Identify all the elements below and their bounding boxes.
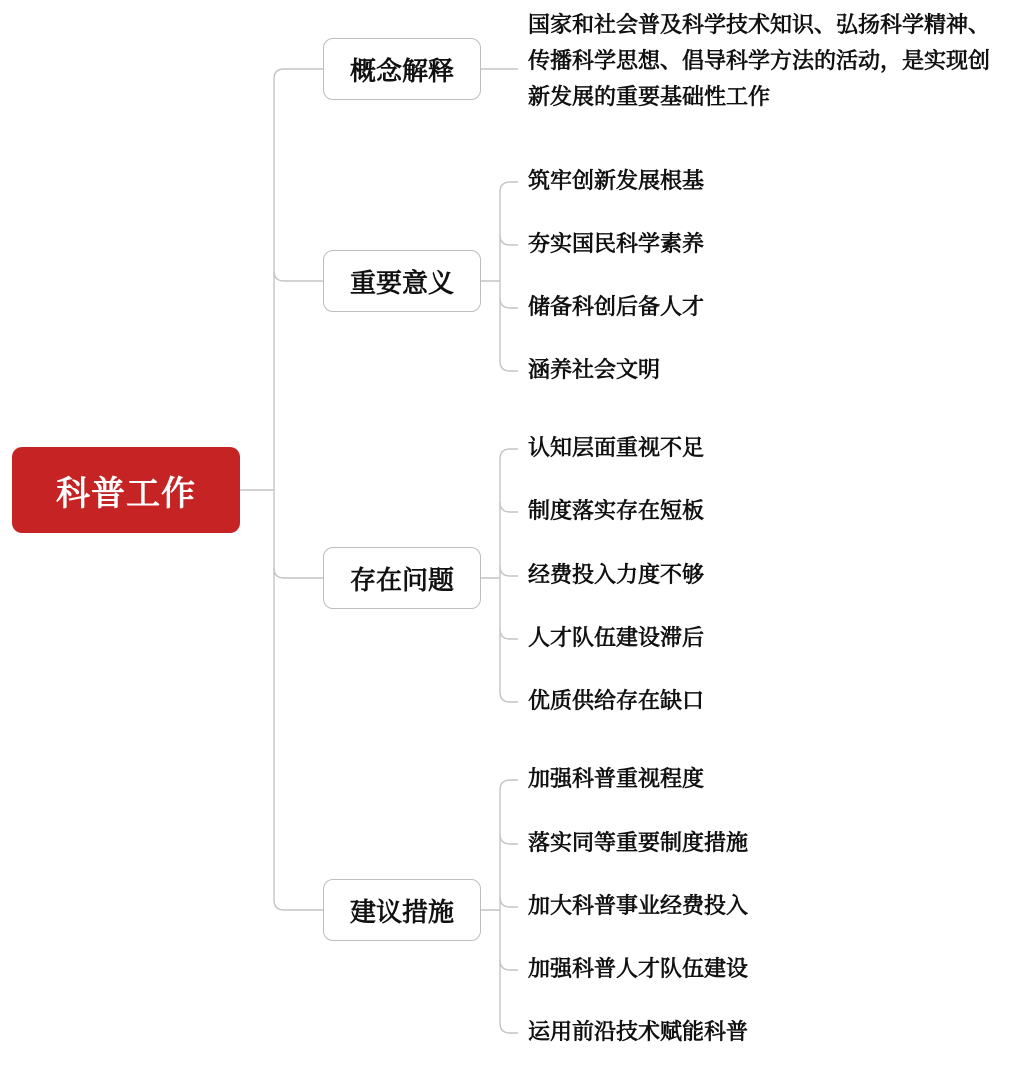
leaf-node[interactable]: 认知层面重视不足 [528,436,705,461]
connector-leaf [500,960,518,970]
connector-leaf [500,629,518,639]
root-node[interactable]: 科普工作 [12,447,240,533]
connector-leaf [500,502,518,512]
connector-branch [274,568,323,578]
category-node-problems[interactable]: 存在问题 [323,547,481,609]
connector-leaf [500,235,518,245]
leaf-node[interactable]: 制度落实存在短板 [528,499,705,524]
connector-leaf [500,692,518,702]
category-node-suggestions[interactable]: 建议措施 [323,879,481,941]
leaf-node[interactable]: 夯实国民科学素养 [528,232,705,257]
connector-branch [274,900,323,910]
leaf-node[interactable]: 储备科创后备人才 [528,295,705,320]
connector-branch [274,69,323,79]
leaf-node[interactable]: 涵养社会文明 [528,358,661,383]
category-node-significance[interactable]: 重要意义 [323,250,481,312]
leaf-node[interactable]: 加强科普人才队伍建设 [528,957,749,982]
connector-leaf [500,897,518,907]
leaf-node[interactable]: 运用前沿技术赋能科普 [528,1020,749,1045]
connector-leaf [500,361,518,371]
leaf-node[interactable]: 落实同等重要制度措施 [528,831,749,856]
connector-branch [274,271,323,281]
connector-leaf [500,449,518,459]
connector-leaf [500,298,518,308]
leaf-node[interactable]: 加大科普事业经费投入 [528,894,749,919]
connector-leaf [500,566,518,576]
connector-leaf [500,1023,518,1033]
leaf-node[interactable]: 筑牢创新发展根基 [528,169,705,194]
connector-leaf [500,182,518,192]
leaf-node[interactable]: 加强科普重视程度 [528,767,705,792]
connector-leaf [500,834,518,844]
connector-leaf [500,780,518,790]
leaf-node[interactable]: 优质供给存在缺口 [528,689,705,714]
category-node-concept[interactable]: 概念解释 [323,38,481,100]
leaf-node-definition[interactable]: 国家和社会普及科学技术知识、弘扬科学精神、传播科学思想、倡导科学方法的活动，是实现创新发展的重要基础性工作 [528,13,991,110]
leaf-node[interactable]: 经费投入力度不够 [528,563,705,588]
leaf-node[interactable]: 人才队伍建设滞后 [528,626,705,651]
